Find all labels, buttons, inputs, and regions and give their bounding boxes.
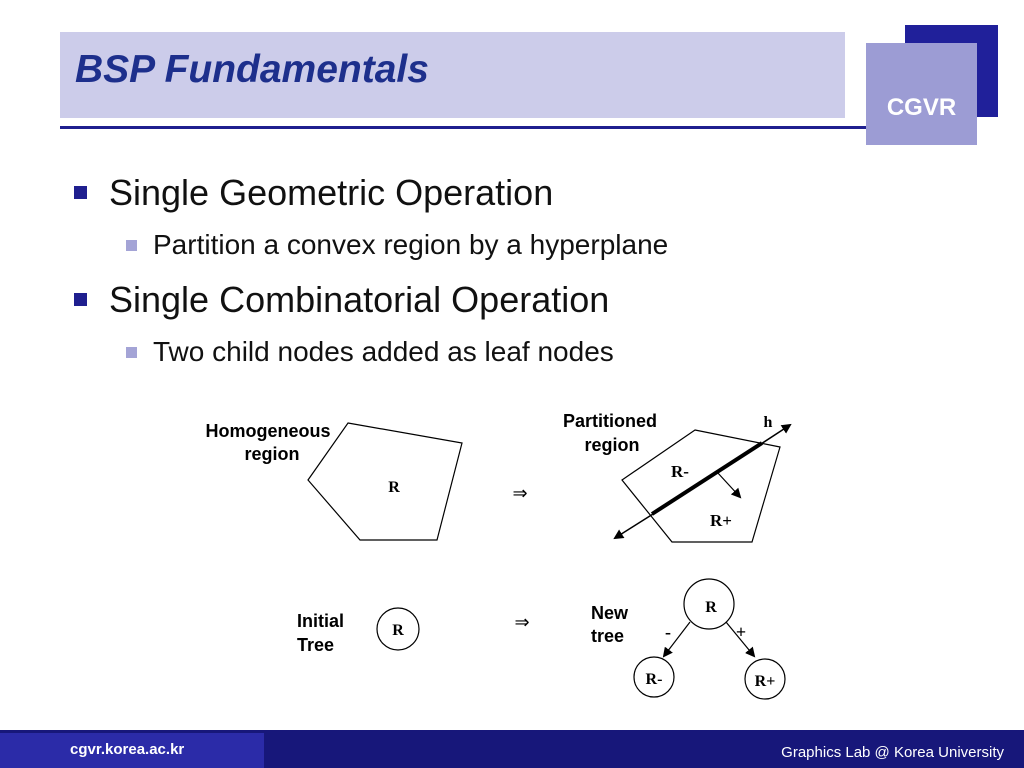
sub-bullet-square-icon — [126, 240, 137, 251]
left-child-label: R- — [645, 671, 663, 688]
bullet-text: Single Geometric Operation — [109, 172, 554, 213]
normal-arrow — [717, 472, 740, 497]
initial-label-line1: Initial — [297, 611, 345, 631]
minus-edge-label: - — [665, 622, 671, 642]
region-r-label: R — [388, 479, 400, 496]
sub-bullet-text: Partition a convex region by a hyperplane — [153, 229, 669, 260]
neg-region-label: R- — [671, 462, 689, 481]
partitioned-label-line2: region — [584, 435, 640, 455]
implies-arrow-bottom: ⇒ — [514, 612, 530, 633]
bullet-item — [72, 279, 772, 323]
title-underline — [60, 126, 868, 129]
bullet-square-icon — [74, 186, 87, 199]
homogeneous-label-line1: Homogeneous — [205, 421, 331, 441]
partitioned-label-line1: Partitioned — [562, 411, 658, 431]
footer-url: cgvr.korea.ac.kr — [70, 741, 185, 758]
plus-edge-label: + — [735, 622, 747, 642]
sub-bullet-item — [124, 229, 824, 265]
footer-lab-name: Graphics Lab @ Korea University — [781, 744, 1004, 761]
root-node-label: R — [705, 599, 717, 616]
new-tree-label-line2: tree — [591, 626, 625, 646]
homogeneous-polygon — [308, 423, 462, 540]
right-child-label: R+ — [754, 673, 776, 690]
sub-bullet-square-icon — [126, 347, 137, 358]
homogeneous-label-line2: region — [244, 444, 300, 464]
bullet-square-icon — [74, 293, 87, 306]
hyperplane-inside-segment — [652, 443, 762, 514]
initial-node-label: R — [392, 622, 404, 639]
bullet-item — [72, 172, 772, 216]
slide-title: BSP Fundamentals — [75, 48, 429, 91]
sub-bullet-item — [124, 336, 824, 372]
new-tree-label-line1: New — [591, 603, 629, 623]
cgvr-logo: CGVR — [886, 94, 957, 121]
implies-arrow-top: ⇒ — [512, 483, 528, 504]
bullet-text: Single Combinatorial Operation — [109, 279, 610, 320]
pos-region-label: R+ — [710, 511, 732, 530]
sub-bullet-text: Two child nodes added as leaf nodes — [153, 336, 614, 367]
hyperplane-h-label: h — [763, 414, 773, 431]
initial-label-line2: Tree — [297, 635, 335, 655]
bsp-diagram — [190, 400, 830, 710]
